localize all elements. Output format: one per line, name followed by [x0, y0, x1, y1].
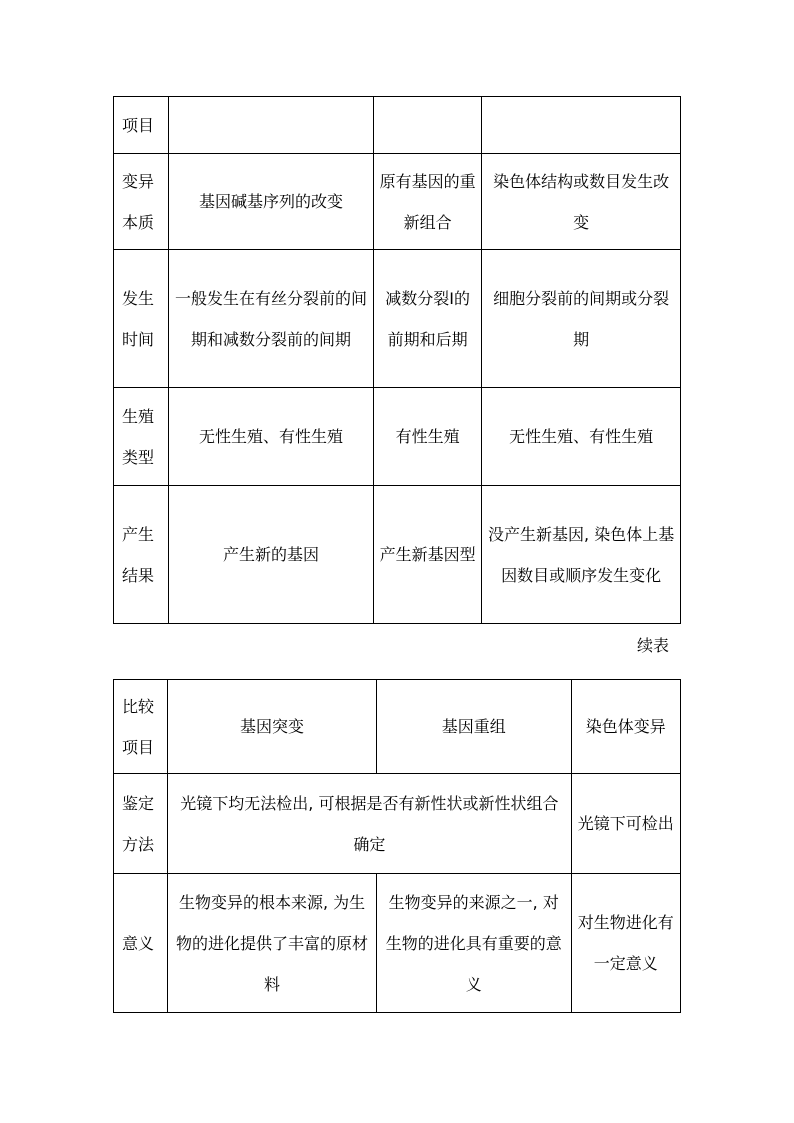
header-cell [373, 97, 481, 154]
table-row [114, 774, 681, 874]
table-row [114, 250, 681, 388]
continued-label: 续表 [637, 636, 670, 655]
comparison-table [113, 96, 681, 624]
table-cell: 生物变异的来源之一, 对生物的进化具有重要的意义 [376, 874, 571, 1013]
table-cell: 生物变异的根本来源, 为生物的进化提供了丰富的原材料 [168, 874, 377, 1013]
table-cell: 原有基因的重新组合 [373, 154, 481, 250]
row-label: 意义 [114, 874, 168, 1013]
table-row [114, 874, 681, 1013]
table-cell: 产生新的基因 [169, 486, 374, 624]
row-label: 鉴定方法 [114, 774, 168, 874]
header-cell: 染色体变异 [571, 680, 680, 774]
table-cell: 细胞分裂前的间期或分裂期 [482, 250, 681, 388]
table-cell: 无性生殖、有性生殖 [169, 388, 374, 486]
table-cell: 染色体结构或数目发生改变 [482, 154, 681, 250]
header-cell: 基因重组 [376, 680, 571, 774]
table-cell: 光镜下可检出 [571, 774, 680, 874]
table-cell: 减数分裂Ⅰ的前期和后期 [373, 250, 481, 388]
row-label: 发生时间 [114, 250, 169, 388]
table-row [114, 154, 681, 250]
row-label: 变异本质 [114, 154, 169, 250]
table-cell: 一般发生在有丝分裂前的间期和减数分裂前的间期 [169, 250, 374, 388]
table-cell: 有性生殖 [373, 388, 481, 486]
table-cell: 无性生殖、有性生殖 [482, 388, 681, 486]
comparison-table-continued [113, 679, 681, 1013]
row-label: 产生结果 [114, 486, 169, 624]
header-cell: 基因突变 [168, 680, 377, 774]
table-cell: 没产生新基因, 染色体上基因数目或顺序发生变化 [482, 486, 681, 624]
table-row [114, 486, 681, 624]
table-cell: 对生物进化有一定意义 [571, 874, 680, 1013]
header-cell: 比较项目 [114, 680, 168, 774]
header-cell: 项目 [114, 97, 169, 154]
header-cell [482, 97, 681, 154]
table-header-row [114, 680, 681, 774]
table-cell: 产生新基因型 [373, 486, 481, 624]
table-header-row [114, 97, 681, 154]
merged-cell: 光镜下均无法检出, 可根据是否有新性状或新性状组合确定 [168, 774, 571, 874]
table-row [114, 388, 681, 486]
table-cell: 基因碱基序列的改变 [169, 154, 374, 250]
header-cell [169, 97, 374, 154]
row-label: 生殖类型 [114, 388, 169, 486]
